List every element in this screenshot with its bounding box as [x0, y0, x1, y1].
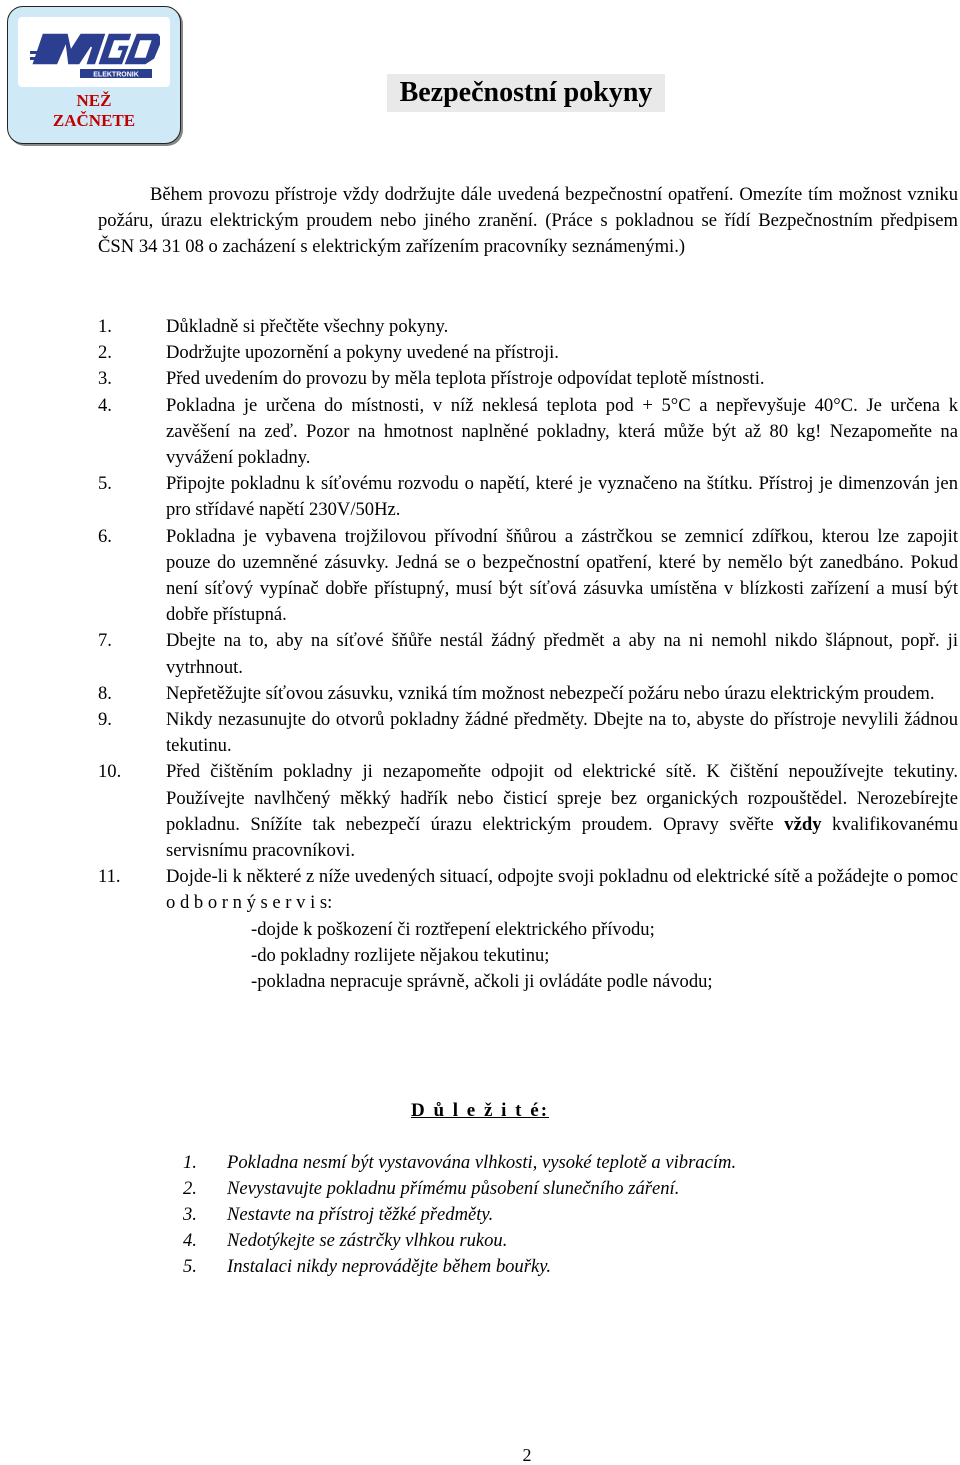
sub-item: -dojde k poškození či roztřepení elektrického přívodu;	[251, 918, 655, 940]
item-text-part: kvalifikovanému servisnímu pracovníkovi.	[166, 813, 959, 862]
list-item	[98, 628, 958, 680]
item-text: Dbejte na to, aby na síťové šňůře nestál žádný předmět a aby na ni nemohl nikdo šlápnout, popř. ji vytrhnout.	[166, 630, 958, 678]
item-text	[166, 759, 958, 864]
list-item	[98, 681, 958, 707]
item-text-main: Dojde-li k některé z níže uvedených situací, odpojte svoji pokladnu od elektrické sítě a požádejte o pomoc o d b o r n ý s e r v i s:	[166, 866, 958, 914]
item-text: Pokladna je vybavena trojžilovou přívodní šňůrou a zástrčkou se zemnicí zdířkou, kterou lze zapojit pouze do uzemněné zásuvky. Jedná se o bezpečnostní opatření, které by nemělo být zanedbáno. Pokud není síťový vypínač dobře přístupný, musí být síťová zásuvka umístěna v blízkosti zařízení a musí být dobře přístupná.	[166, 525, 958, 626]
logo-sub-text: ELEKTRONIK	[93, 71, 139, 79]
item-text	[166, 864, 958, 995]
item-number: 5.	[98, 473, 112, 495]
important-list	[183, 1150, 923, 1280]
list-item	[98, 759, 958, 864]
important-item-text: Nevystavujte pokladnu přímému působení slunečního záření.	[227, 1178, 680, 1199]
important-item-number: 5.	[183, 1256, 197, 1277]
item-text-emphasis: vždy	[784, 813, 822, 835]
item-text: Nikdy nezasunujte do otvorů pokladny žádné předměty. Dbejte na to, abyste do přístroje nevylili žádnou tekutinu.	[166, 709, 958, 757]
list-item	[98, 366, 958, 392]
important-item-text: Pokladna nesmí být vystavována vlhkosti, vysoké teplotě a vibracím.	[227, 1152, 737, 1173]
item-text: Před uvedením do provozu by měla teplota přístroje odpovídat teplotě místnosti.	[166, 368, 765, 390]
intro-paragraph: Během provozu přístroje vždy dodržujte dále uvedená bezpečnostní opatření. Omezíte tím možnost vzniku požáru, úrazu elektrickým proudem nebo jiného zranění. (Práce s pokladnou se řídí Bezpečnostním předpisem ČSN 34 31 08 o zacházení s elektrickým zařízením pracovníky seznámenými.)	[98, 184, 958, 258]
logo-panel	[7, 6, 181, 144]
important-item-number: 4.	[183, 1230, 197, 1251]
item-number: 6.	[98, 525, 112, 547]
item-text: Připojte pokladnu k síťovému rozvodu o napětí, které je vyznačeno na štítku. Přístroj je dimenzován jen pro střídavé napětí 230V/50Hz.	[166, 473, 958, 521]
important-item-text: Instalaci nikdy neprovádějte během bouřky.	[227, 1256, 552, 1277]
important-item-text: Nedotýkejte se zástrčky vlhkou rukou.	[227, 1230, 508, 1251]
important-item	[183, 1176, 923, 1202]
list-item	[98, 471, 958, 523]
item-text: Pokladna je určena do místnosti, v níž neklesá teplota pod + 5°C a nepřevyšuje 40°C. Je určena k zavěšení na zeď. Pozor na hmotnost naplněné pokladny, která může být až 80 kg! Nezapomeňte na vyvážení pokladny.	[166, 394, 958, 469]
item-text-part: Před čištěním pokladny ji nezapomeňte odpojit od elektrické sítě. K čištění nepoužívejte tekutiny. Používejte navlhčený měkký hadřík nebo čisticí spreje bez organických rozpouštědel. Nerozebírejte pokladnu. Snížíte tak nebezpečí úrazu elektrickým proudem. Opravy svěřte	[166, 761, 958, 835]
item-number: 2.	[98, 342, 112, 364]
logo-caption-line1: NEŽ	[76, 91, 112, 110]
important-heading: D ů l e ž i t é:	[410, 1100, 550, 1121]
item-number: 4.	[98, 394, 112, 416]
important-item-text: Nestavte na přístroj těžké předměty.	[227, 1204, 494, 1225]
important-item	[183, 1202, 923, 1228]
important-item	[183, 1254, 923, 1280]
important-item-number: 2.	[183, 1178, 197, 1199]
item-number: 10.	[98, 761, 122, 783]
list-item	[98, 314, 958, 340]
list-item	[98, 393, 958, 472]
important-item	[183, 1150, 923, 1176]
important-item-number: 3.	[183, 1204, 197, 1225]
list-item	[98, 707, 958, 759]
logo-caption	[8, 91, 180, 131]
page-number: 2	[522, 1445, 532, 1465]
important-item-number: 1.	[183, 1152, 197, 1173]
sub-item: -pokladna nepracuje správně, ačkoli ji ovládáte podle návodu;	[251, 971, 713, 993]
safety-instructions-list	[98, 314, 958, 995]
item-number: 11.	[98, 866, 121, 888]
item-number: 1.	[98, 316, 112, 337]
item-number: 3.	[98, 368, 112, 390]
item-text: Důkladně si přečtěte všechny pokyny.	[166, 316, 449, 337]
item-number: 7.	[98, 630, 112, 652]
list-item	[98, 864, 958, 995]
logo-image-area	[18, 17, 170, 87]
item-number: 8.	[98, 682, 112, 704]
mgd-logo-icon	[30, 25, 160, 81]
list-item	[98, 524, 958, 629]
item-number: 9.	[98, 709, 112, 731]
list-item	[98, 340, 958, 366]
page-title: Bezpečnostní pokyny	[387, 74, 665, 112]
important-item	[183, 1228, 923, 1254]
sub-item: -do pokladny rozlijete nějakou tekutinu;	[251, 944, 550, 966]
item-text: Nepřetěžujte síťovou zásuvku, vzniká tím možnost nebezpečí požáru nebo úrazu elektrickým proudem.	[166, 682, 935, 704]
logo-caption-line2: ZAČNETE	[52, 111, 136, 130]
item-text: Dodržujte upozornění a pokyny uvedené na přístroji.	[166, 342, 559, 364]
